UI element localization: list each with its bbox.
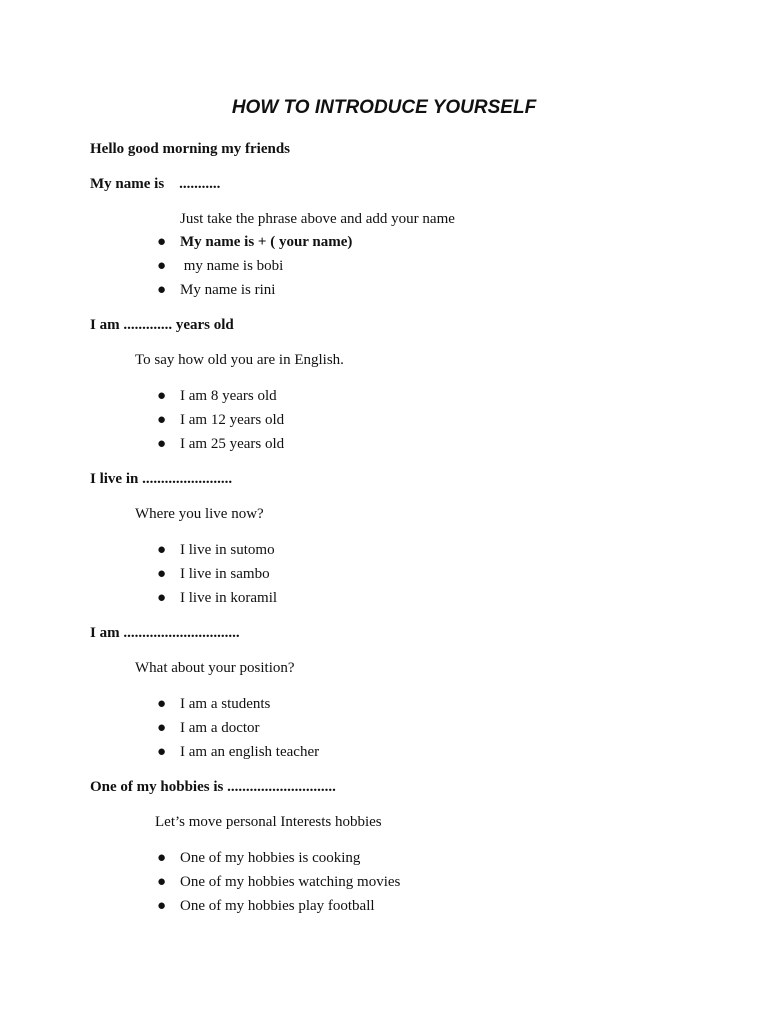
bullet-icon: ●	[157, 744, 167, 760]
list-item: My name is rini	[180, 282, 276, 298]
list-item: I am a students	[180, 696, 271, 712]
bullet-icon: ●	[157, 258, 167, 274]
list-item: my name is bobi	[180, 258, 284, 274]
greeting-line: Hello good morning my friends	[90, 141, 291, 157]
section-heading-position: I am ...............................	[90, 625, 240, 641]
section-note-name: Just take the phrase above and add your name	[180, 211, 455, 227]
section-heading-live: I live in ........................	[90, 471, 233, 487]
bullet-icon: ●	[157, 898, 167, 914]
list-item: I live in sutomo	[180, 542, 275, 558]
bullet-icon: ●	[157, 282, 167, 298]
bullet-icon: ●	[157, 850, 167, 866]
section-heading-hobbies: One of my hobbies is .............................	[90, 779, 336, 795]
list-item: My name is + ( your name)	[180, 234, 353, 250]
document-title: HOW TO INTRODUCE YOURSELF	[231, 97, 537, 118]
list-item: One of my hobbies is cooking	[180, 850, 361, 866]
list-item: One of my hobbies watching movies	[180, 874, 401, 890]
section-heading-name: My name is ...........	[90, 176, 221, 192]
bullet-icon: ●	[157, 874, 167, 890]
section-note-age: To say how old you are in English.	[135, 352, 344, 368]
list-item: I am an english teacher	[180, 744, 320, 760]
bullet-icon: ●	[157, 436, 167, 452]
bullet-icon: ●	[157, 388, 167, 404]
section-note-position: What about your position?	[135, 660, 295, 676]
bullet-icon: ●	[157, 696, 167, 712]
list-item: I live in sambo	[180, 566, 270, 582]
list-item: One of my hobbies play football	[180, 898, 375, 914]
bullet-icon: ●	[157, 590, 167, 606]
list-item: I am 12 years old	[180, 412, 285, 428]
section-note-hobbies: Let’s move personal Interests hobbies	[155, 814, 382, 830]
section-note-live: Where you live now?	[135, 506, 264, 522]
bullet-icon: ●	[157, 566, 167, 582]
list-item: I am 25 years old	[180, 436, 285, 452]
bullet-icon: ●	[157, 542, 167, 558]
bullet-icon: ●	[157, 412, 167, 428]
list-item: I live in koramil	[180, 590, 278, 606]
section-heading-age: I am ............. years old	[90, 317, 234, 333]
bullet-icon: ●	[157, 234, 167, 250]
list-item: I am a doctor	[180, 720, 260, 736]
list-item: I am 8 years old	[180, 388, 277, 404]
bullet-icon: ●	[157, 720, 167, 736]
